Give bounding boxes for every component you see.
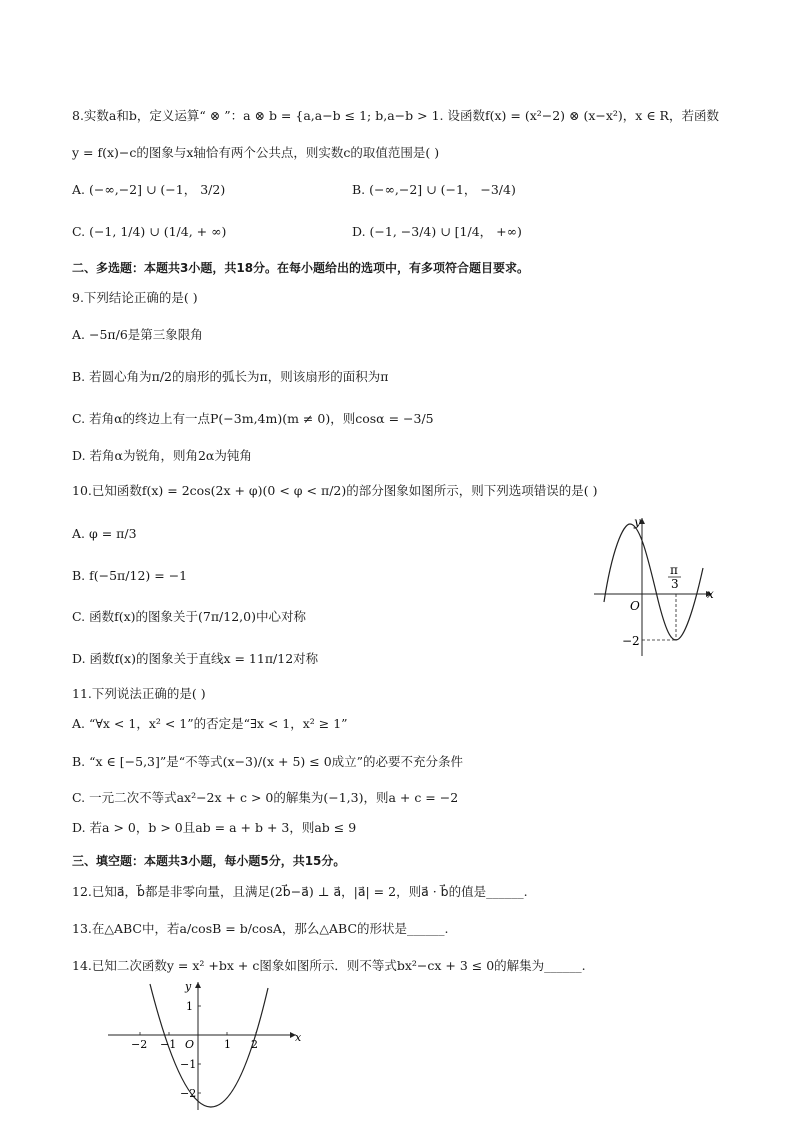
q8-line2: y = f(x)−c的图象与x轴恰有两个公共点，则实数c的取值范围是( ) bbox=[72, 145, 440, 160]
q10-option-c: C. 函数f(x)的图象关于(7π/12,0)中心对称 bbox=[72, 609, 306, 624]
q11-stem: 11.下列说法正确的是( ) bbox=[72, 686, 206, 701]
q14: 14.已知二次函数y = x² +bx + c图象如图所示．则不等式bx²−cx + 3 ≤ 0的解集为______. bbox=[72, 958, 586, 973]
fig1-y-tick-minus2: −2 bbox=[622, 634, 640, 648]
q9-option-b: B. 若圆心角为π/2的扇形的弧长为π，则该扇形的面积为π bbox=[72, 369, 389, 384]
q8-option-a: A. (−∞,−2] ∪ (−1， 3/2) bbox=[72, 182, 226, 197]
fig1-tick-3: 3 bbox=[671, 577, 679, 591]
q10-function-graph bbox=[590, 510, 720, 660]
fig2-origin-label: O bbox=[185, 1038, 195, 1051]
q13: 13.在△ABC中，若a/cosB = b/cosA，那么△ABC的形状是______. bbox=[72, 921, 449, 936]
fig1-tick-pi: π bbox=[670, 563, 678, 577]
q14-parabola-graph bbox=[104, 978, 304, 1113]
fig1-origin-label: O bbox=[630, 599, 640, 613]
fig2-x-label: x bbox=[295, 1031, 302, 1044]
q10-option-d: D. 函数f(x)的图象关于直线x = 11π/12对称 bbox=[72, 651, 319, 666]
q8-option-c: C. (−1, 1/4) ∪ (1/4, + ∞) bbox=[72, 224, 227, 239]
q11-option-b: B. “x ∈ [−5,3]”是“不等式(x−3)/(x + 5) ≤ 0成立”的必要不充分条件 bbox=[72, 754, 464, 769]
section-3-heading: 三、填空题：本题共3小题，每小题5分，共15分。 bbox=[72, 854, 346, 868]
fig2-y-tick-label-m1: −1 bbox=[180, 1058, 197, 1071]
q11-option-a: A. “∀x < 1，x² < 1”的否定是“∃x < 1，x² ≥ 1” bbox=[72, 716, 348, 731]
q8-line1: 8.实数a和b，定义运算“ ⊗ ”：a ⊗ b = {a,a−b ≤ 1; b,a−b > 1. 设函数f(x) = (x²−2) ⊗ (x−x²)，x ∈ R，若函数 bbox=[72, 108, 719, 123]
q9-option-a: A. −5π/6是第三象限角 bbox=[72, 327, 203, 342]
q10-option-b: B. f(−5π/12) = −1 bbox=[72, 568, 188, 583]
fig2-y-tick-label-1: 1 bbox=[186, 1000, 193, 1013]
fig2-x-tick-label-m2: −2 bbox=[131, 1038, 148, 1051]
q9-option-c: C. 若角α的终边上有一点P(−3m,4m)(m ≠ 0)，则cosα = −3/5 bbox=[72, 411, 434, 426]
fig1-curve bbox=[604, 524, 703, 640]
q11-option-d: D. 若a > 0，b > 0且ab = a + b + 3，则ab ≤ 9 bbox=[72, 820, 357, 835]
q9-stem: 9.下列结论正确的是( ) bbox=[72, 290, 198, 305]
q10-option-a: A. φ = π/3 bbox=[72, 526, 137, 541]
q9-option-d: D. 若角α为锐角，则角2α为钝角 bbox=[72, 448, 252, 463]
q10-stem: 10.已知函数f(x) = 2cos(2x + φ)(0 < φ < π/2)的部分图象如图所示，则下列选项错误的是( ) bbox=[72, 483, 598, 498]
fig2-x-tick-label-m1: −1 bbox=[160, 1038, 177, 1051]
fig1-x-label: x bbox=[707, 587, 714, 601]
fig2-x-tick-label-2: 2 bbox=[251, 1038, 258, 1051]
fig1-y-label: y bbox=[634, 515, 641, 529]
q11-option-c: C. 一元二次不等式ax²−2x + c > 0的解集为(−1,3)，则a + c = −2 bbox=[72, 790, 459, 805]
q12: 12.已知a⃗，b⃗都是非零向量，且满足(2b⃗−a⃗) ⊥ a⃗，|a⃗| = 2，则a⃗ · b⃗的值是______. bbox=[72, 884, 528, 899]
fig2-y-label: y bbox=[185, 980, 192, 993]
section-2-heading: 二、多选题：本题共3小题，共18分。在每小题给出的选项中，有多项符合题目要求。 bbox=[72, 261, 530, 275]
q8-option-b: B. (−∞,−2] ∪ (−1， −3/4) bbox=[352, 182, 516, 197]
q8-option-d: D. (−1, −3/4) ∪ [1/4， +∞) bbox=[352, 224, 522, 239]
fig2-y-tick-label-m2: −2 bbox=[180, 1087, 197, 1100]
fig2-x-tick-label-1: 1 bbox=[224, 1038, 231, 1051]
